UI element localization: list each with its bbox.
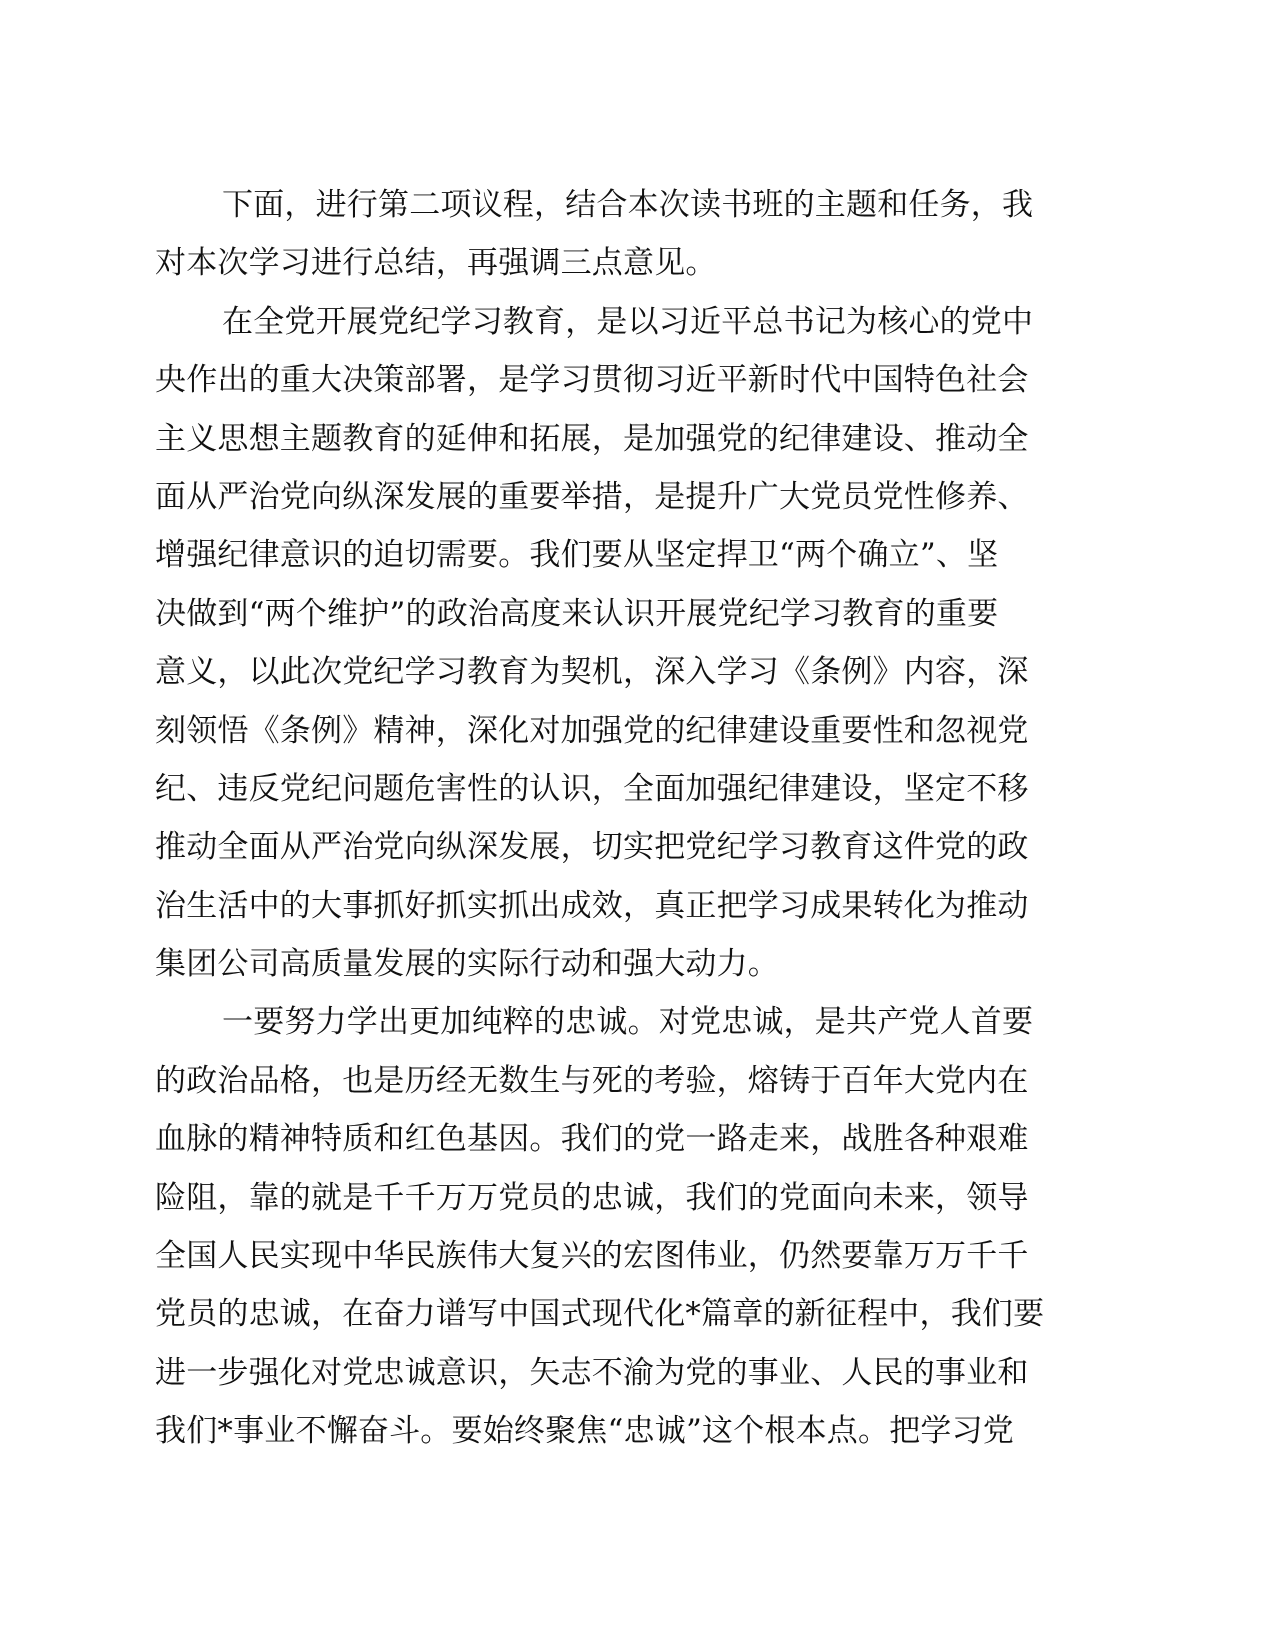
text-line: 全国人民实现中华民族伟大复兴的宏图伟业，仍然要靠万万千千: [155, 1238, 1029, 1275]
text-line: 推动全面从严治党向纵深发展，切实把党纪学习教育这件党的政: [155, 829, 1029, 866]
text-line: 主义思想主题教育的延伸和拓展，是加强党的纪律建设、推动全: [155, 420, 1029, 457]
text-line: 面从严治党向纵深发展的重要举措，是提升广大党员党性修养、: [155, 478, 1029, 515]
text-line: 一要努力学出更加纯粹的忠诚。对党忠诚，是共产党人首要: [222, 1004, 1034, 1041]
text-line: 集团公司高质量发展的实际行动和强大动力。: [155, 946, 779, 983]
text-line: 纪、违反党纪问题危害性的认识，全面加强纪律建设，坚定不移: [155, 770, 1029, 807]
text-line: 我们*事业不懈奋斗。要始终聚焦“忠诚”这个根本点。把学习党: [155, 1413, 1014, 1450]
text-line: 刻领悟《条例》精神，深化对加强党的纪律建设重要性和忽视党: [155, 712, 1029, 749]
text-line: 治生活中的大事抓好抓实抓出成效，真正把学习成果转化为推动: [155, 887, 1029, 924]
text-line: 进一步强化对党忠诚意识，矢志不渝为党的事业、人民的事业和: [155, 1354, 1029, 1391]
text-line: 险阻，靠的就是千千万万党员的忠诚，我们的党面向未来，领导: [155, 1179, 1029, 1216]
text-line: 的政治品格，也是历经无数生与死的考验，熔铸于百年大党内在: [155, 1062, 1029, 1099]
document-body: [155, 176, 1095, 1461]
text-line: 对本次学习进行总结，再强调三点意见。: [155, 245, 717, 282]
text-line: 意义，以此次党纪学习教育为契机，深入学习《条例》内容，深: [155, 654, 1029, 691]
text-line: 增强纪律意识的迫切需要。我们要从坚定捍卫“两个确立”、坚: [155, 537, 999, 574]
text-line: 党员的忠诚，在奋力谱写中国式现代化*篇章的新征程中，我们要: [155, 1296, 1045, 1333]
text-line: 决做到“两个维护”的政治高度来认识开展党纪学习教育的重要: [155, 595, 999, 632]
text-line: 下面，进行第二项议程，结合本次读书班的主题和任务，我: [222, 187, 1034, 223]
text-line: 央作出的重大决策部署，是学习贯彻习近平新时代中国特色社会: [155, 362, 1029, 399]
text-line: 在全党开展党纪学习教育，是以习近平总书记为核心的党中: [222, 303, 1034, 340]
text-line: 血脉的精神特质和红色基因。我们的党一路走来，战胜各种艰难: [155, 1121, 1029, 1158]
